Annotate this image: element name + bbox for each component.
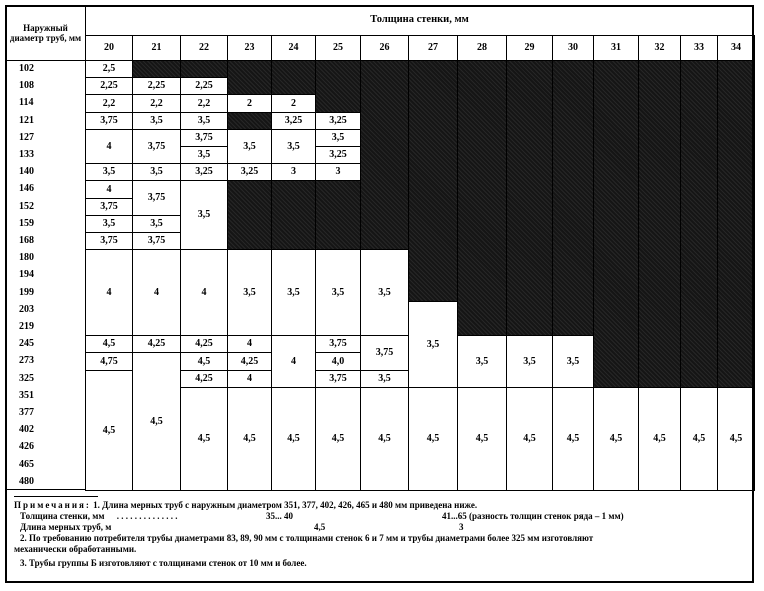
note-1: 1. Длина мерных труб с наружным диаметром 351, 377, 402, 426, 465 и 480 мм приведена ниже.	[93, 500, 478, 510]
length-value-2: 3	[459, 522, 464, 532]
value-cell: 3	[271, 163, 316, 181]
value-cell: 2,2	[85, 94, 133, 113]
value-cell: 4	[227, 370, 272, 388]
thickness-header-27: 27	[408, 35, 458, 61]
value-cell: 4,5	[180, 352, 228, 371]
wall-label: Толщина стенки, мм	[20, 511, 105, 521]
value-cell: 3,5	[180, 112, 228, 130]
value-cell: 3,5	[315, 129, 361, 147]
value-cell: 4	[227, 335, 272, 353]
value-cell: 3,5	[85, 163, 133, 181]
value-cell: 3,25	[315, 112, 361, 130]
diameter-168: 168	[19, 234, 34, 246]
thickness-header-34: 34	[717, 35, 755, 61]
thickness-header-32: 32	[638, 35, 681, 61]
value-cell: 4,5	[85, 335, 133, 353]
value-cell: 2,5	[85, 60, 133, 78]
value-cell: 4	[85, 249, 133, 336]
value-cell: 3,5	[227, 129, 272, 164]
value-cell: 3,5	[180, 146, 228, 164]
value-cell: 4	[85, 129, 133, 164]
diameter-121: 121	[19, 114, 34, 126]
thickness-header-26: 26	[360, 35, 409, 61]
value-cell: 4,75	[85, 352, 133, 371]
diameter-102: 102	[19, 62, 34, 74]
value-cell: 3,25	[227, 163, 272, 181]
value-cell: 3,5	[552, 335, 594, 388]
diameter-203: 203	[19, 303, 34, 315]
value-cell: 3,5	[132, 215, 181, 233]
thickness-header-24: 24	[271, 35, 316, 61]
value-cell: 2,2	[132, 94, 181, 113]
note-2a: 2. По требованию потребителя трубы диаметрами 83, 89, 90 мм с толщинами стенок 6 и 7 мм и трубы диаметрами более 325 мм изготовляют	[20, 533, 594, 543]
value-cell: 3,75	[85, 232, 133, 250]
value-cell: 3,5	[408, 301, 458, 388]
value-cell: 4,5	[717, 387, 755, 491]
value-cell: 3,75	[180, 129, 228, 147]
value-cell: 4,5	[180, 387, 228, 491]
thickness-header-29: 29	[506, 35, 553, 61]
diameter-180: 180	[19, 251, 34, 263]
thickness-header-30: 30	[552, 35, 594, 61]
value-cell: 4	[85, 180, 133, 199]
value-cell: 3,5	[132, 112, 181, 130]
value-cell: 3,5	[271, 249, 316, 336]
diameter-402: 402	[19, 423, 34, 435]
value-cell: 2	[227, 94, 272, 113]
diameter-199: 199	[19, 286, 34, 298]
value-cell: 4,5	[408, 387, 458, 491]
corner-header: Наружный диаметр труб, мм	[5, 5, 86, 61]
value-cell: 3,5	[271, 129, 316, 164]
value-cell: 4,5	[506, 387, 553, 491]
diameter-140: 140	[19, 165, 34, 177]
diameter-108: 108	[19, 79, 34, 91]
value-cell: 3,75	[315, 370, 361, 388]
thickness-header-22: 22	[180, 35, 228, 61]
value-cell: 3,75	[132, 232, 181, 250]
value-cell: 2	[271, 94, 316, 113]
value-cell: 4,25	[180, 335, 228, 353]
table-frame	[5, 5, 754, 583]
value-cell: 4,5	[680, 387, 718, 491]
value-cell: 4,25	[132, 335, 181, 353]
value-cell: 4,25	[180, 370, 228, 388]
dots: . . . . . . . . . . . . . .	[116, 511, 178, 521]
diameter-127: 127	[19, 131, 34, 143]
value-cell: 3,75	[85, 112, 133, 130]
thickness-header-23: 23	[227, 35, 272, 61]
value-cell: 2,25	[180, 77, 228, 95]
value-cell: 3,75	[132, 180, 181, 216]
value-cell: 4,0	[315, 352, 361, 371]
value-cell: 3,5	[132, 163, 181, 181]
value-cell: 3,75	[132, 129, 181, 164]
thickness-header-20: 20	[85, 35, 133, 61]
value-cell: 3	[315, 163, 361, 181]
thickness-header-28: 28	[457, 35, 507, 61]
diameter-325: 325	[19, 372, 34, 384]
wall-value-2: 41...65 (разность толщин стенок ряда – 1 мм)	[442, 511, 624, 521]
value-cell: 3,25	[271, 112, 316, 130]
diameter-194: 194	[19, 269, 34, 280]
wall-thickness-header: Толщина стенки, мм	[85, 5, 754, 36]
value-cell: 4,5	[271, 387, 316, 491]
value-cell: 3,5	[227, 249, 272, 336]
value-cell: 3,5	[180, 180, 228, 250]
value-cell: 2,2	[180, 94, 228, 113]
value-cell: 3,75	[85, 198, 133, 216]
value-cell: 4,5	[638, 387, 681, 491]
note-3: 3. Трубы группы Б изготовляют с толщинами стенок от 10 мм и более.	[20, 558, 307, 568]
value-cell: 4,5	[132, 352, 181, 491]
value-cell: 4	[132, 249, 181, 336]
note-2b: механически обработанными.	[14, 544, 137, 554]
value-cell: 3,25	[315, 146, 361, 164]
diameter-273: 273	[19, 355, 34, 366]
diameter-152: 152	[19, 200, 34, 212]
wall-value-1: 35... 40	[266, 511, 293, 521]
diameter-114: 114	[19, 97, 34, 108]
value-cell: 3,5	[457, 335, 507, 388]
diameter-465: 465	[19, 458, 34, 470]
diameter-351: 351	[19, 389, 34, 401]
value-cell: 4,5	[85, 370, 133, 491]
value-cell: 3,25	[180, 163, 228, 181]
value-cell: 4,5	[552, 387, 594, 491]
diameter-219: 219	[19, 320, 34, 332]
value-cell: 3,75	[315, 335, 361, 353]
diameter-377: 377	[19, 406, 34, 418]
thickness-header-33: 33	[680, 35, 718, 61]
length-label: Длина мерных труб, м	[20, 522, 112, 532]
value-cell: 3,75	[360, 335, 409, 371]
diameter-480: 480	[19, 475, 34, 487]
diameter-159: 159	[19, 217, 34, 229]
value-cell: 3,5	[506, 335, 553, 388]
thickness-header-25: 25	[315, 35, 361, 61]
value-cell: 3,5	[360, 370, 409, 388]
value-cell: 4,5	[315, 387, 361, 491]
thickness-header-21: 21	[132, 35, 181, 61]
length-value-1: 4,5	[314, 522, 326, 532]
value-cell: 3,5	[85, 215, 133, 233]
value-cell: 3,5	[360, 249, 409, 336]
value-cell: 4	[180, 249, 228, 336]
value-cell: 4,5	[593, 387, 639, 491]
value-cell: 4,25	[227, 352, 272, 371]
diameter-133: 133	[19, 148, 34, 160]
diameter-426: 426	[19, 441, 34, 452]
value-cell: 3,5	[315, 249, 361, 336]
diameter-245: 245	[19, 337, 34, 349]
diameter-146: 146	[19, 183, 34, 194]
thickness-header-31: 31	[593, 35, 639, 61]
value-cell: 4	[271, 335, 316, 388]
notes-heading: Примечания:	[14, 500, 91, 510]
value-cell: 4,5	[227, 387, 272, 491]
value-cell: 4,5	[360, 387, 409, 491]
value-cell: 2,25	[85, 77, 133, 95]
value-cell: 4,5	[457, 387, 507, 491]
value-cell: 2,25	[132, 77, 181, 95]
